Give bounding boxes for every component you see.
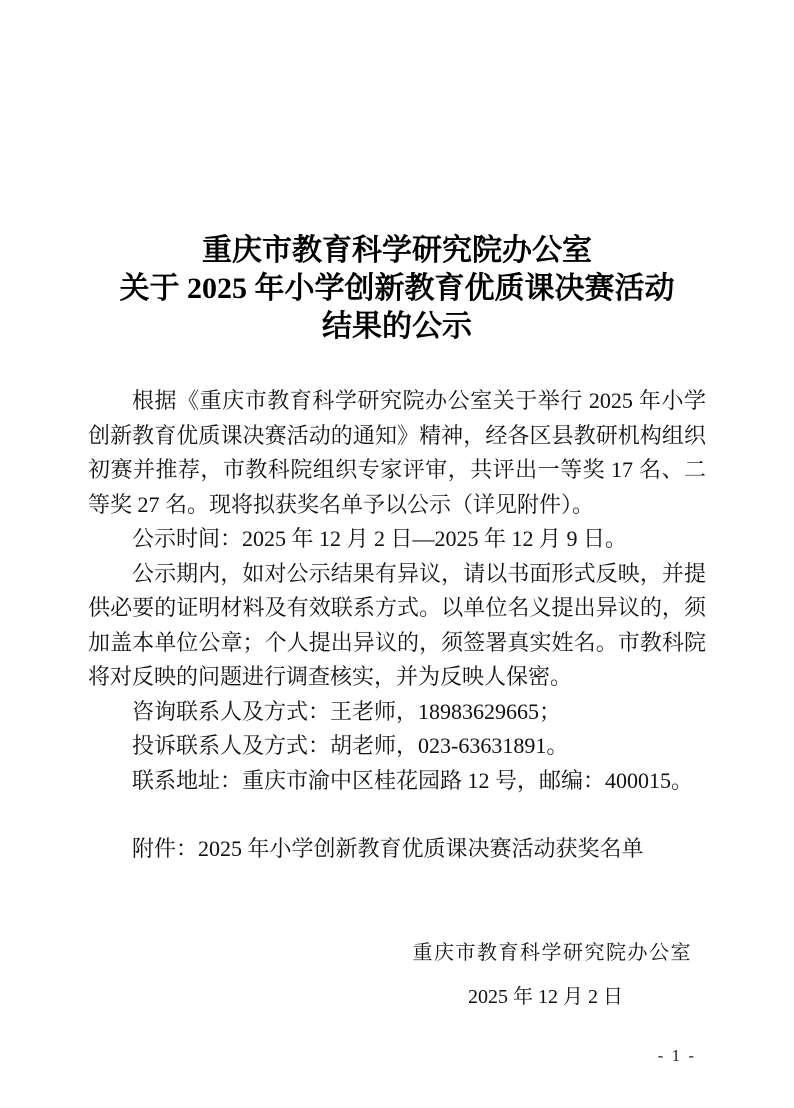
contact-complaint-line: 投诉联系人及方式：胡老师，023-63631891。 — [132, 733, 569, 758]
contact-address-line: 联系地址：重庆市渝中区桂花园路 12 号，邮编：400015。 — [132, 767, 694, 793]
paragraph-objection-procedure: 公示期内，如对公示结果有异议，请以书面形式反映，并提供必要的证明材料及有效联系方式。以单位名义提出异议的，须加盖本单位公章；个人提出异议的，须签署真实姓名。市教科院将对反映的问题进行调查核实，并为反映人保密。 — [88, 560, 706, 689]
title-line-2: 关于 2025 年小学创新教育优质课决赛活动 — [119, 272, 675, 305]
document-body — [88, 384, 706, 867]
paragraph-basis: 根据《重庆市教育科学研究院办公室关于举行 2025 年小学创新教育优质课决赛活动的通知》精神，经各区县教研机构组织初赛并推荐，市教科院组织专家评审，共评出一等奖 17 名、二等奖 27 名。现将拟获奖名单予以公示（详见附件）。 — [88, 388, 706, 517]
signature-block — [88, 941, 706, 1009]
page-number: - 1 - — [657, 1046, 696, 1065]
title-line-3: 结果的公示 — [322, 310, 472, 343]
contact-inquiry-line: 咨询联系人及方式：王老师，18983629665； — [132, 698, 562, 724]
signature-organization: 重庆市教育科学研究院办公室 — [412, 941, 692, 964]
paragraph-publicity-period: 公示时间：2025 年 12 月 2 日—2025 年 12 月 9 日。 — [132, 526, 628, 551]
document-title — [88, 232, 706, 346]
attachment-line: 附件：2025 年小学创新教育优质课决赛活动获奖名单 — [132, 836, 644, 861]
title-line-1: 重庆市教育科学研究院办公室 — [202, 234, 592, 267]
signature-date: 2025 年 12 月 2 日 — [468, 985, 623, 1008]
